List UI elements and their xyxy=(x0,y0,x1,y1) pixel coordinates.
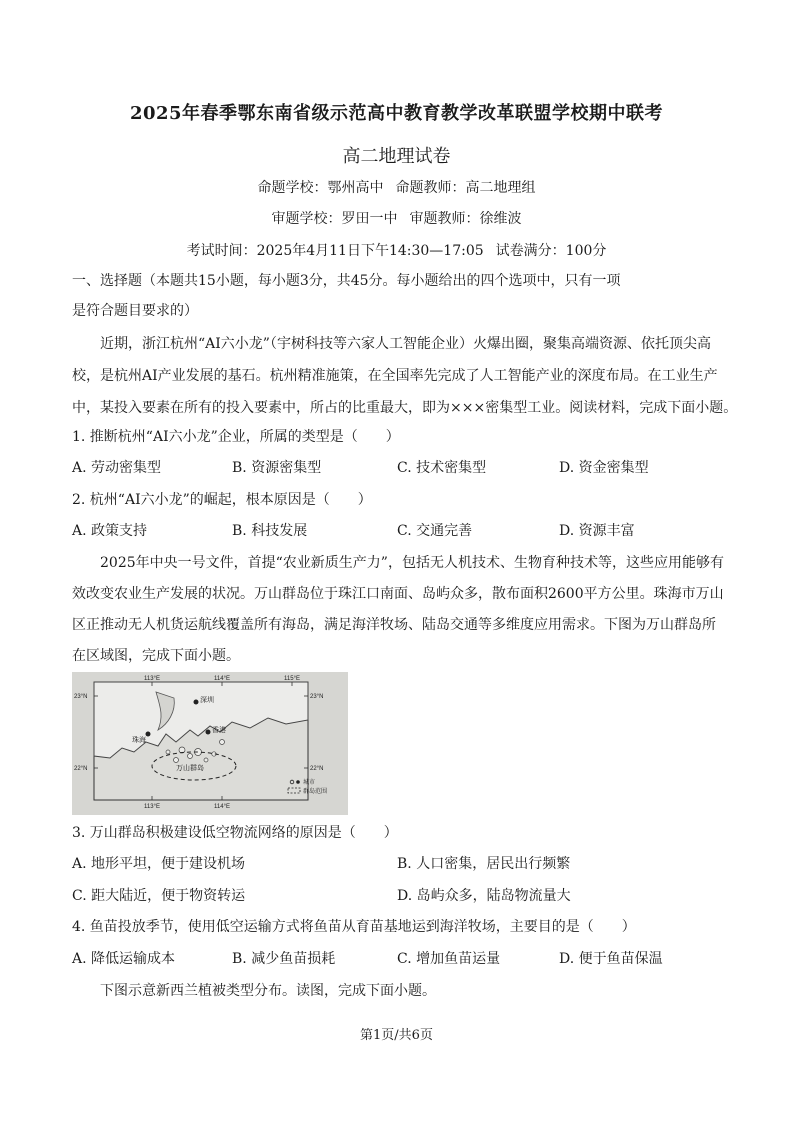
question-3-stem: 3. 万山群岛积极建设低空物流网络的原因是（ ） xyxy=(72,825,398,841)
reviewer-teacher: 审题教师：徐维波 xyxy=(409,211,522,227)
question-2-stem: 2. 杭州“AI六小龙”的崛起，根本原因是（ ） xyxy=(72,492,372,508)
q3-option-d: D. 岛屿众多，陆岛物流量大 xyxy=(397,888,571,904)
map-lon-label-2: 114°E xyxy=(214,676,230,682)
q3-option-c: C. 距大陆近，便于物资转运 xyxy=(72,888,246,904)
legend-city-label: 城市 xyxy=(303,780,316,786)
passage2-line1: 2025年中央一号文件，首提“农业新质生产力”，包括无人机技术、生物育种技术等，这些应用能够有 xyxy=(100,555,724,571)
q4-option-d: D. 便于鱼苗保温 xyxy=(559,951,663,967)
q3-option-a: A. 地形平坦，便于建设机场 xyxy=(72,856,246,872)
question-1-stem: 1. 推断杭州“AI六小龙”企业，所属的类型是（ ） xyxy=(72,429,400,445)
passage2-line4: 在区域图，完成下面小题。 xyxy=(72,648,240,664)
passage1-line1: 近期，浙江杭州“AI六小龙”（宇树科技等六家人工智能企业）火爆出圈，聚集高端资源、依托顶尖高 xyxy=(100,336,711,352)
q4-option-a: A. 降低运输成本 xyxy=(72,951,176,967)
passage1-line2: 校，是杭州AI产业发展的基石。杭州精准施策，在全国率先完成了人工智能产业的深度布局。在工业生产 xyxy=(72,368,718,384)
q2-option-a: A. 政策支持 xyxy=(72,523,148,539)
question-4-stem: 4. 鱼苗投放季节，使用低空运输方式将鱼苗从育苗基地运到海洋牧场，主要目的是（ ） xyxy=(72,919,636,935)
map-label-zhuhai: 珠海 xyxy=(132,737,146,744)
setter-info xyxy=(0,177,793,197)
reviewer-school: 审题学校：罗田一中 xyxy=(271,211,398,227)
map-lon-label-5: 114°E xyxy=(214,804,230,810)
q4-option-b: B. 减少鱼苗损耗 xyxy=(232,951,336,967)
q2-option-c: C. 交通完善 xyxy=(397,523,473,539)
setter-teacher: 命题教师：高二地理组 xyxy=(395,180,536,196)
q2-option-d: D. 资源丰富 xyxy=(559,523,635,539)
passage1-line3: 中，某投入要素在所有的投入要素中，所占的比重最大，即为×××密集型工业。阅读材料，完成下面小题。 xyxy=(72,400,738,416)
map-lon-label-4: 113°E xyxy=(144,804,160,810)
q1-option-d: D. 资金密集型 xyxy=(559,460,649,476)
reviewer-info xyxy=(0,208,793,228)
q1-option-b: B. 资源密集型 xyxy=(232,460,322,476)
q1-option-c: C. 技术密集型 xyxy=(397,460,487,476)
wanshan-islands-map xyxy=(72,672,348,815)
exam-time: 考试时间：2025年4月11日下午14:30—17:05 xyxy=(186,243,484,259)
map-lat-label-2: 22°N xyxy=(74,766,88,772)
map-lat-label-1: 23°N xyxy=(74,694,88,700)
exam-time-info xyxy=(0,240,793,260)
passage2-line3: 区正推动无人机货运航线覆盖所有海岛，满足海洋牧场、陆岛交通等多维度应用需求。下图为万山群岛所 xyxy=(72,617,716,633)
exam-subtitle: 高二地理试卷 xyxy=(342,146,451,167)
exam-title: 2025年春季鄂东南省级示范高中教育教学改革联盟学校期中联考 xyxy=(129,103,664,124)
legend-range-label: 群岛范围 xyxy=(303,789,328,795)
map-lon-label-3: 115°E xyxy=(284,676,300,682)
q4-option-c: C. 增加鱼苗运量 xyxy=(397,951,501,967)
passage3-line: 下图示意新西兰植被类型分布。读图，完成下面小题。 xyxy=(100,983,436,999)
map-lon-label-1: 113°E xyxy=(144,676,160,682)
q2-option-b: B. 科技发展 xyxy=(232,523,308,539)
map-label-shenzhen: 深圳 xyxy=(200,697,214,704)
map-label-wanshan: 万山群岛 xyxy=(176,765,204,772)
section-heading-line2: 是符合题目要求的） xyxy=(72,303,198,319)
map-lat-label-3: 23°N xyxy=(310,694,324,700)
section-heading-line1: 一、选择题（本题共15小题，每小题3分，共45分。每小题给出的四个选项中，只有一项 xyxy=(72,273,621,289)
q3-option-b: B. 人口密集，居民出行频繁 xyxy=(397,856,571,872)
setter-school: 命题学校：鄂州高中 xyxy=(257,180,384,196)
page-footer: 第1页/共6页 xyxy=(360,1028,433,1043)
passage2-line2: 效改变农业生产发展的状况。万山群岛位于珠江口南面、岛屿众多，散布面积2600平方公里。珠海市万山 xyxy=(72,586,724,602)
map-lat-label-4: 22°N xyxy=(310,766,324,772)
map-label-hongkong: 香港 xyxy=(212,727,226,734)
map-graphic xyxy=(72,672,348,815)
q1-option-a: A. 劳动密集型 xyxy=(72,460,162,476)
full-score: 试卷满分：100分 xyxy=(495,243,607,259)
